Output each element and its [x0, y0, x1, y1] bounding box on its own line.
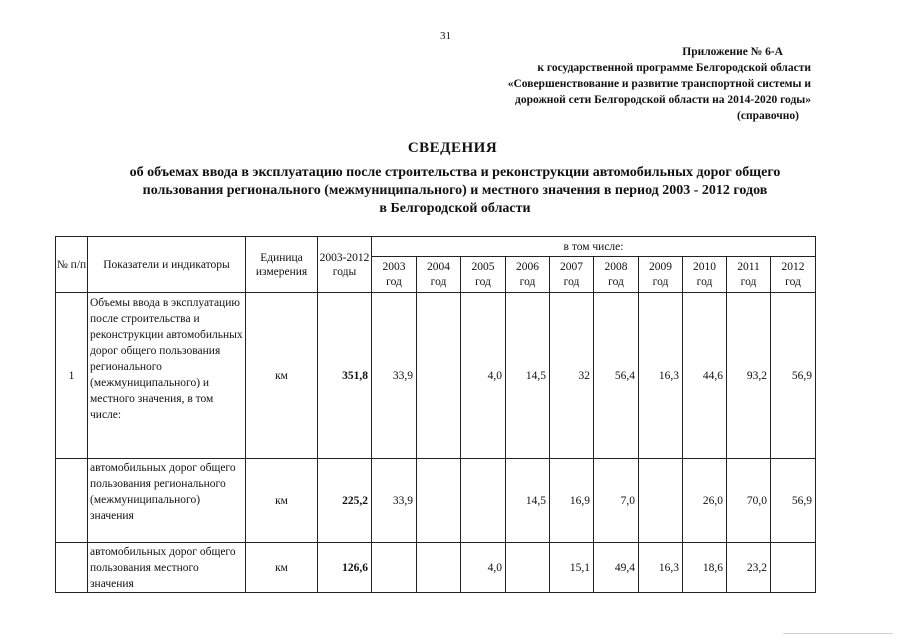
appendix-line-2: к государственной программе Белгородской области [537, 62, 811, 74]
row-value [506, 543, 550, 593]
row-number [56, 543, 88, 593]
row-value: 56,4 [594, 293, 639, 459]
row-value [417, 459, 461, 543]
row-value [771, 543, 816, 593]
header-year: 2003 год [372, 257, 417, 293]
row-value: 4,0 [461, 293, 506, 459]
row-value: 4,0 [461, 543, 506, 593]
table-row [56, 293, 816, 459]
header-including: в том числе: [372, 237, 816, 257]
row-value: 14,5 [506, 459, 550, 543]
page-number: 31 [440, 30, 451, 42]
subtitle-line-1: об объемах ввода в эксплуатацию после строительства и реконструкции автомобильных дорог общего [129, 165, 781, 180]
row-value: 14,5 [506, 293, 550, 459]
row-value: 16,9 [550, 459, 594, 543]
appendix-line-5: (справочно) [737, 110, 799, 122]
header-year: 2012 год [771, 257, 816, 293]
row-number [56, 459, 88, 543]
row-value: 16,3 [639, 293, 683, 459]
row-total: 351,8 [318, 293, 372, 459]
row-indicator: автомобильных дорог общего пользования местного значения [88, 543, 246, 593]
row-value: 33,9 [372, 459, 417, 543]
appendix-line-4: дорожной сети Белгородской области на 2014-2020 годы» [515, 94, 811, 106]
row-value: 56,9 [771, 459, 816, 543]
header-year: 2010 год [683, 257, 727, 293]
header-year: 2008 год [594, 257, 639, 293]
subtitle-line-3: в Белгородской области [379, 201, 531, 216]
row-value: 56,9 [771, 293, 816, 459]
row-value [417, 293, 461, 459]
row-value: 32 [550, 293, 594, 459]
header-unit: Единица измерения [246, 237, 318, 293]
table-row [56, 543, 816, 593]
row-value: 18,6 [683, 543, 727, 593]
row-indicator: Объемы ввода в эксплуатацию после строительства и реконструкции автомобильных дорог общего пользования регионального (межмуниципального) и местного значения, в том числе: [88, 293, 246, 459]
row-unit: км [246, 293, 318, 459]
appendix-line-1: Приложение № 6-А [682, 46, 783, 58]
document-subtitle [40, 164, 870, 218]
row-value: 70,0 [727, 459, 771, 543]
row-value: 33,9 [372, 293, 417, 459]
row-value: 49,4 [594, 543, 639, 593]
row-unit: км [246, 543, 318, 593]
header-year: 2009 год [639, 257, 683, 293]
row-unit: км [246, 459, 318, 543]
row-value: 15,1 [550, 543, 594, 593]
header-year: 2005 год [461, 257, 506, 293]
appendix-line-3: «Совершенствование и развитие транспортной системы и [507, 78, 811, 90]
header-year: 2007 год [550, 257, 594, 293]
row-value [417, 543, 461, 593]
row-value: 16,3 [639, 543, 683, 593]
row-indicator: автомобильных дорог общего пользования регионального (межмуниципального) значения [88, 459, 246, 543]
row-value [461, 459, 506, 543]
header-year: 2011 год [727, 257, 771, 293]
header-total: 2003-2012 годы [318, 237, 372, 293]
table-row [56, 459, 816, 543]
row-number: 1 [56, 293, 88, 459]
header-indicator: Показатели и индикаторы [88, 237, 246, 293]
row-value: 44,6 [683, 293, 727, 459]
header-num: № п/п [56, 237, 88, 293]
appendix-block [451, 44, 811, 124]
row-value [639, 459, 683, 543]
subtitle-line-2: пользования регионального (межмуниципального) и местного значения в период 2003 - 2012 годов [142, 183, 768, 198]
row-total: 225,2 [318, 459, 372, 543]
row-total: 126,6 [318, 543, 372, 593]
row-value: 93,2 [727, 293, 771, 459]
header-year: 2004 год [417, 257, 461, 293]
scan-artifact [783, 633, 893, 638]
row-value: 26,0 [683, 459, 727, 543]
row-value: 7,0 [594, 459, 639, 543]
row-value: 23,2 [727, 543, 771, 593]
document-title: СВЕДЕНИЯ [407, 140, 498, 156]
row-value [372, 543, 417, 593]
header-year: 2006 год [506, 257, 550, 293]
data-table [55, 236, 816, 593]
